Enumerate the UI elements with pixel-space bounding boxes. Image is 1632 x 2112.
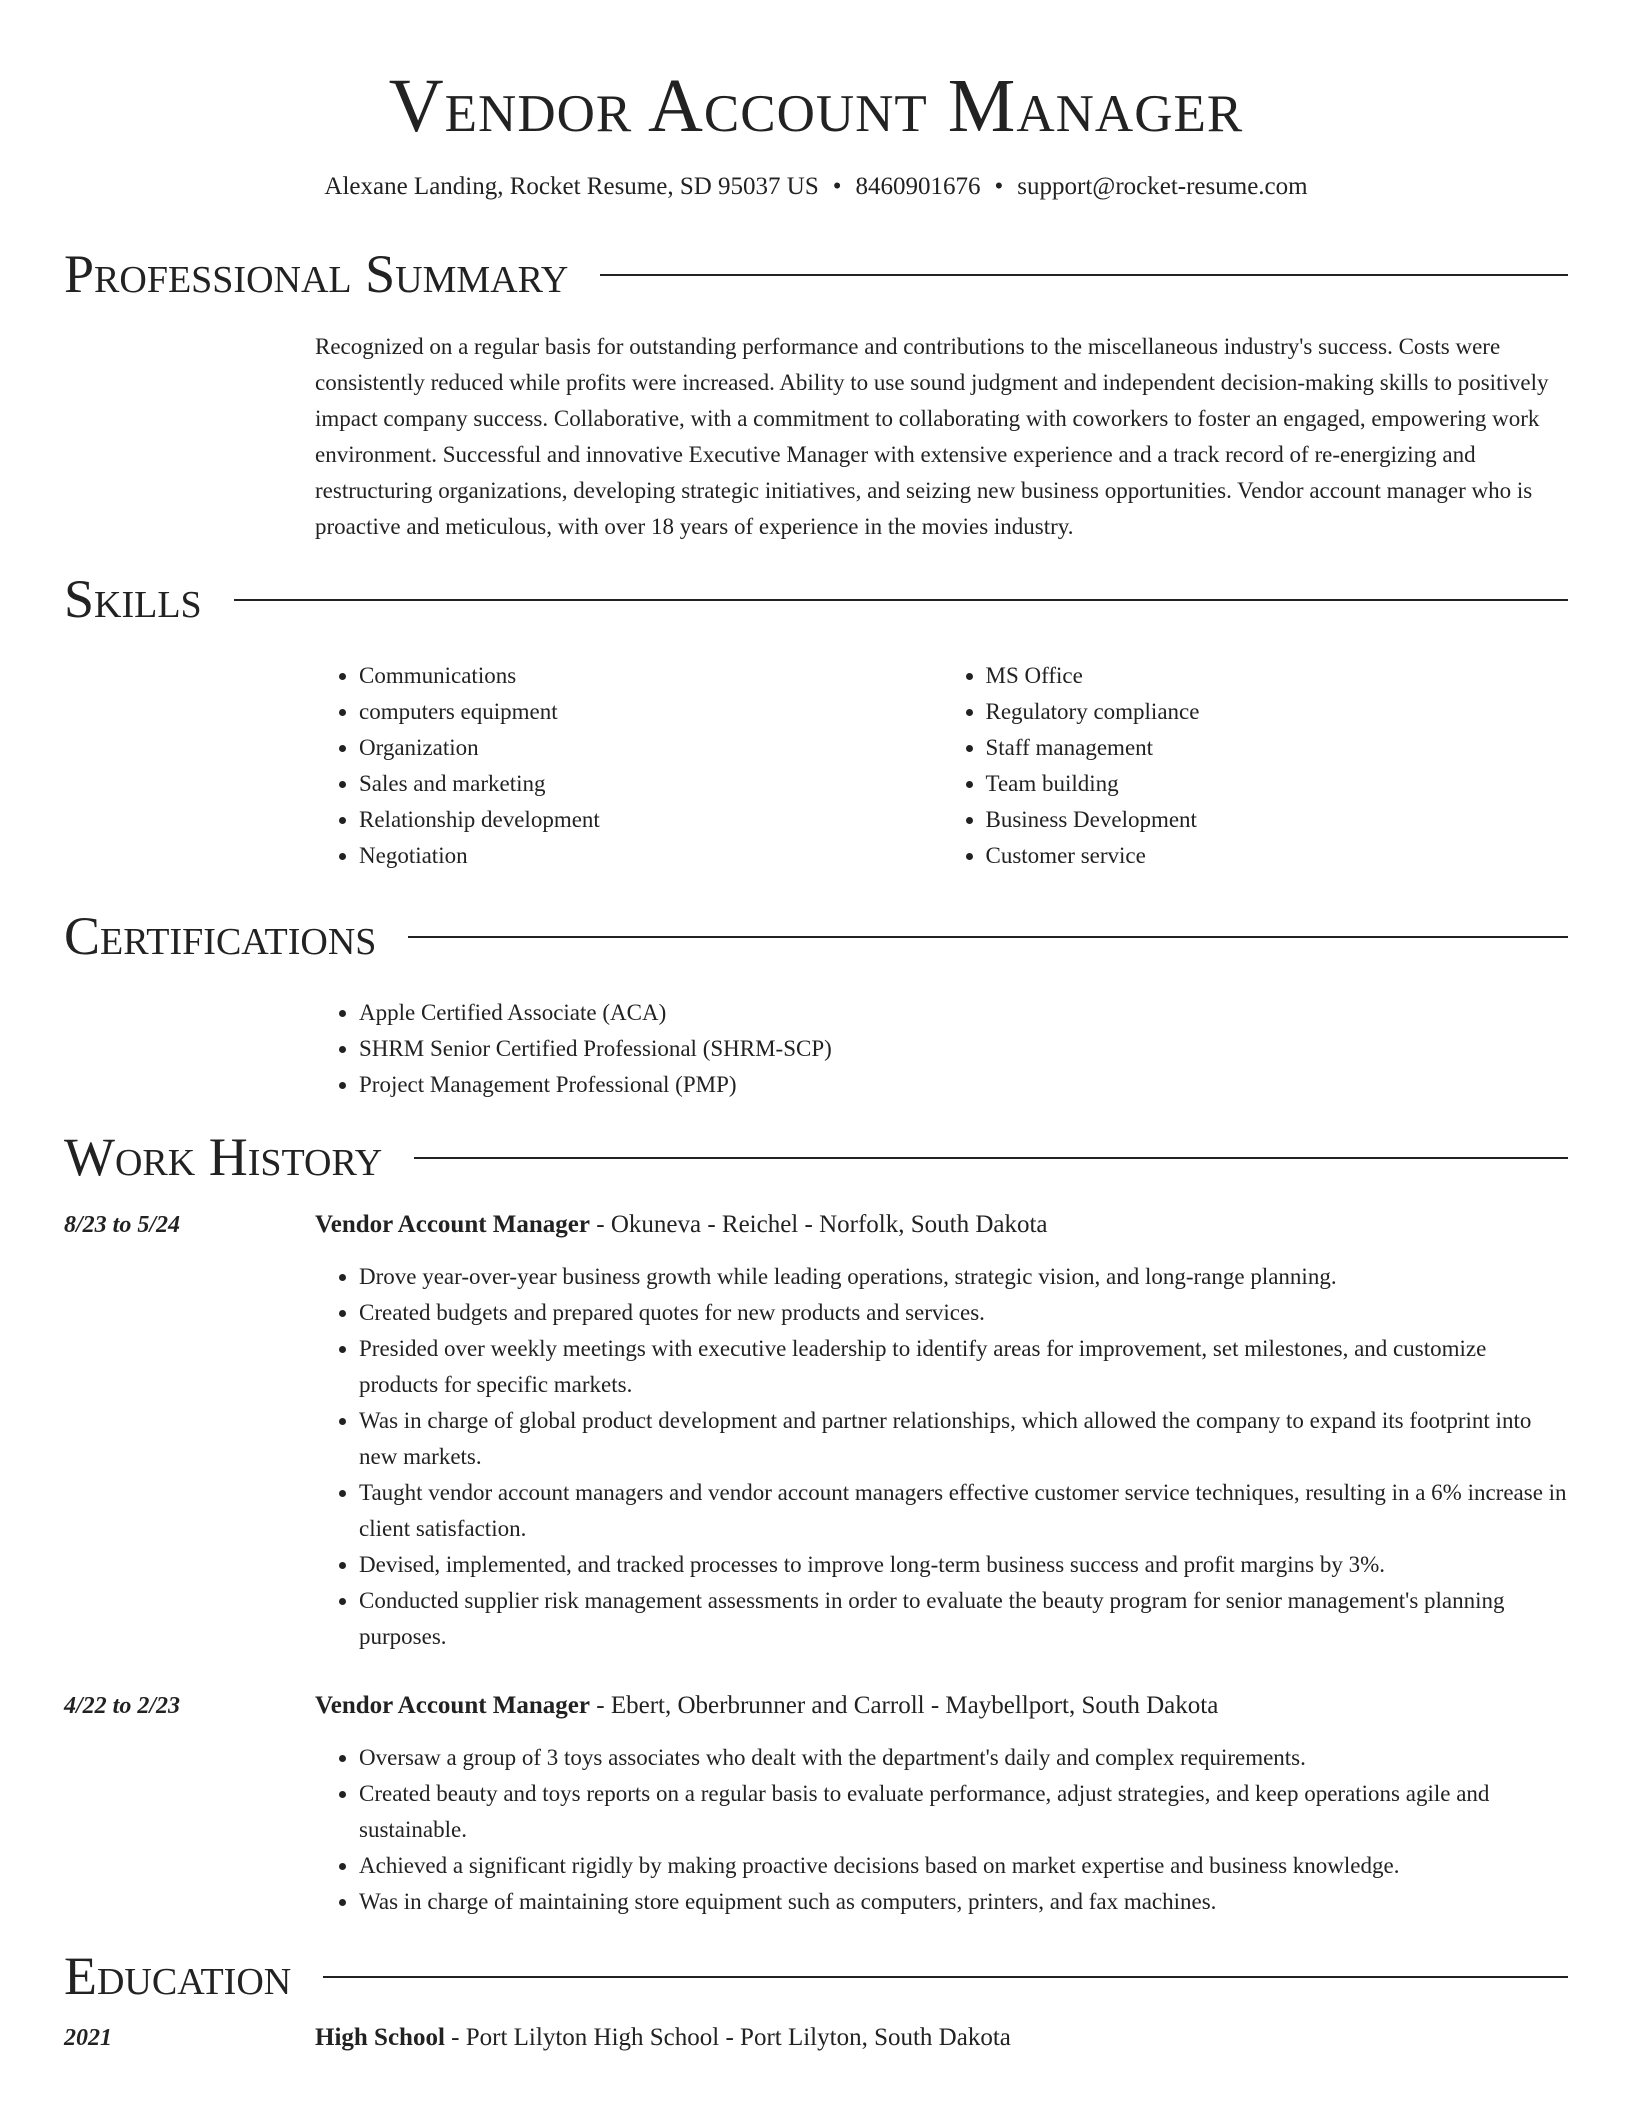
- job-bullet: • Presided over weekly meetings with executive leadership to identify areas for improvement, set milestones, and customize products for specific markets.: [359, 1331, 1568, 1403]
- skill-item: • Team building: [986, 766, 1569, 802]
- skills-heading: Skills: [64, 569, 202, 629]
- summary-text: Recognized on a regular basis for outstanding performance and contributions to the miscellaneous industry's success. Costs were consistently reduced while profits were increased. Ability to use sound judgment and independent decision-making skills to positively impact company success. Collaborative, with a commitment to collaborating with coworkers to foster an engaged, empowering work environment. Successful and innovative Executive Manager with extensive experience and a track record of re-energizing and restructuring organizations, developing strategic initiatives, and seizing new business opportunities. Vendor account manager who is proactive and meticulous, with over 18 years of experience in the movies industry.: [315, 334, 1549, 539]
- job-employer-location: - Okuneva - Reichel - Norfolk, South Dakota: [590, 1211, 1048, 1238]
- skills-list: [315, 658, 1568, 874]
- certifications-list: [315, 995, 1568, 1103]
- job-dates: 8/23 to 5/24: [64, 1212, 181, 1238]
- job-title: Vendor Account Manager: [315, 1211, 590, 1238]
- job-title: Vendor Account Manager: [315, 1692, 590, 1719]
- resume-page: [64, 0, 1568, 2056]
- skill-item: • Negotiation: [359, 838, 942, 874]
- contact-separator: •: [832, 173, 842, 200]
- job-bullet: • Created budgets and prepared quotes for new products and services.: [359, 1295, 1568, 1331]
- skill-item: • Sales and marketing: [359, 766, 942, 802]
- summary-heading: Professional Summary: [64, 244, 569, 304]
- certification-item: • Apple Certified Associate (ACA): [359, 995, 1568, 1031]
- job-dates: 4/22 to 2/23: [64, 1693, 181, 1719]
- job-bullet: • Drove year-over-year business growth while leading operations, strategic vision, and long-range planning.: [359, 1259, 1568, 1295]
- education-degree: High School: [315, 2024, 445, 2051]
- skill-item: • Regulatory compliance: [986, 694, 1569, 730]
- education-year: 2021: [64, 2025, 112, 2051]
- job-bullet: • Conducted supplier risk management assessments in order to evaluate the beauty program for senior management's planning purposes.: [359, 1583, 1568, 1655]
- section-divider: [600, 274, 1568, 276]
- education-school-location: - Port Lilyton High School - Port Lilyton, South Dakota: [444, 2024, 1011, 2051]
- skill-item: • computers equipment: [359, 694, 942, 730]
- contact-email: support@rocket-resume.com: [1017, 173, 1308, 200]
- skill-item: • Staff management: [986, 730, 1569, 766]
- job-entry: [64, 1688, 1568, 1920]
- skills-column-left: [315, 658, 942, 874]
- job-entry: [64, 1207, 1568, 1655]
- section-divider: [323, 1976, 1568, 1978]
- skill-item: • Relationship development: [359, 802, 942, 838]
- education-section-header: [64, 1944, 1568, 2008]
- job-bullet: • Was in charge of maintaining store equipment such as computers, printers, and fax machines.: [359, 1884, 1568, 1920]
- skill-item: • Customer service: [986, 838, 1569, 874]
- certifications-heading: Certifications: [64, 906, 377, 966]
- work-history-section-header: [64, 1125, 1568, 1189]
- contact-line: [64, 170, 1568, 204]
- education-content: [315, 2020, 1568, 2056]
- job-title-line: [315, 1688, 1568, 1724]
- job-bullet: • Oversaw a group of 3 toys associates who dealt with the department's daily and complex requirements.: [359, 1740, 1568, 1776]
- job-bullet: • Created beauty and toys reports on a regular basis to evaluate performance, adjust strategies, and keep operations agile and sustainable.: [359, 1776, 1568, 1848]
- summary-section-header: [64, 242, 1568, 306]
- job-bullet: • Devised, implemented, and tracked processes to improve long-term business success and profit margins by 3%.: [359, 1547, 1568, 1583]
- education-heading: Education: [64, 1946, 292, 2006]
- job-content: [315, 1688, 1568, 1920]
- work-history-heading: Work History: [64, 1127, 383, 1187]
- skills-section-header: [64, 567, 1568, 631]
- certification-item: • SHRM Senior Certified Professional (SHRM-SCP): [359, 1031, 1568, 1067]
- job-content: [315, 1207, 1568, 1655]
- skills-column-right: [942, 658, 1569, 874]
- certification-item: • Project Management Professional (PMP): [359, 1067, 1568, 1103]
- job-bullets: [315, 1740, 1568, 1920]
- job-title-line: [315, 1207, 1568, 1243]
- job-bullet: • Taught vendor account managers and vendor account managers effective customer service techniques, resulting in a 6% increase in client satisfaction.: [359, 1475, 1568, 1547]
- job-bullet: • Was in charge of global product development and partner relationships, which allowed the company to expand its footprint into new markets.: [359, 1403, 1568, 1475]
- education-title-line: [315, 2020, 1568, 2056]
- skill-item: • Business Development: [986, 802, 1569, 838]
- skill-item: • Communications: [359, 658, 942, 694]
- section-divider: [414, 1157, 1568, 1159]
- job-bullet: • Achieved a significant rigidly by making proactive decisions based on market expertise and business knowledge.: [359, 1848, 1568, 1884]
- contact-separator: •: [994, 173, 1004, 200]
- contact-phone: 8460901676: [855, 173, 981, 200]
- section-divider: [408, 936, 1568, 938]
- contact-address: Alexane Landing, Rocket Resume, SD 95037 US: [324, 173, 819, 200]
- job-bullets: [315, 1259, 1568, 1655]
- skill-item: • Organization: [359, 730, 942, 766]
- certifications-section-header: [64, 904, 1568, 968]
- candidate-name: Vendor Account Manager: [388, 64, 1244, 148]
- education-entry: [64, 2020, 1568, 2056]
- skill-item: • MS Office: [986, 658, 1569, 694]
- section-divider: [234, 599, 1568, 601]
- job-employer-location: - Ebert, Oberbrunner and Carroll - Maybellport, South Dakota: [590, 1692, 1219, 1719]
